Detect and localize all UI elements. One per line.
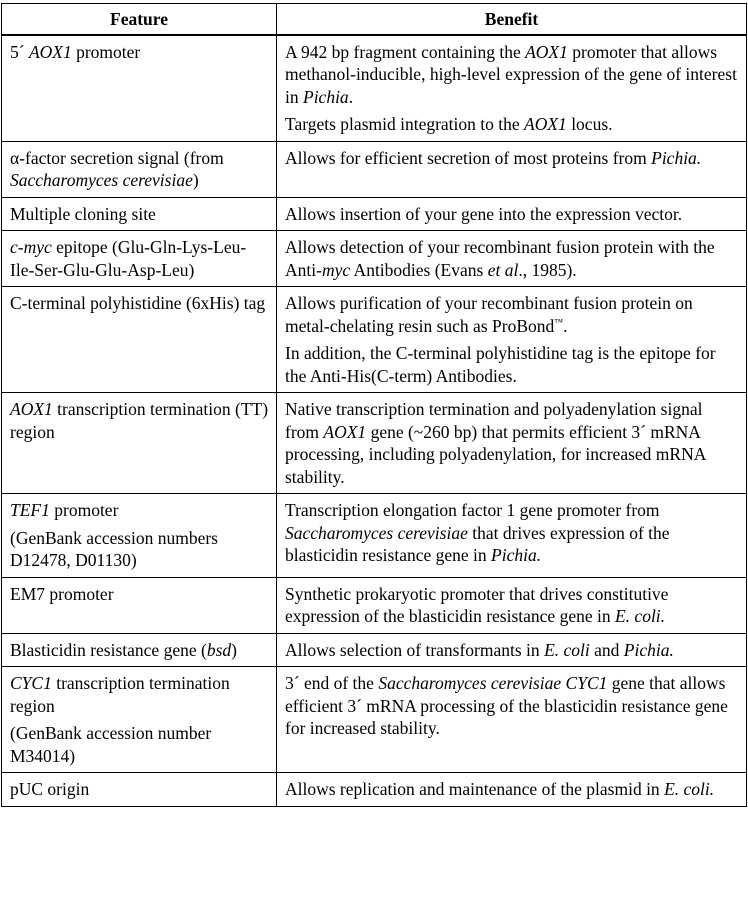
text-run: . xyxy=(563,315,568,336)
cell-paragraph xyxy=(10,203,269,226)
text-run: ) xyxy=(192,170,199,190)
cell-paragraph xyxy=(10,147,269,192)
text-run: A 942 bp fragment containing the xyxy=(285,41,526,62)
feature-cell xyxy=(2,577,277,633)
benefit-cell xyxy=(277,667,747,773)
text-run: locus. xyxy=(566,114,613,134)
cell-paragraph xyxy=(285,203,739,226)
benefit-cell xyxy=(277,35,747,142)
text-run: c-myc xyxy=(10,237,52,257)
text-run: that drives expression of the blasticidin resistance gene in xyxy=(285,522,670,565)
cell-paragraph xyxy=(285,672,739,740)
text-run: EM7 promoter xyxy=(10,583,114,604)
text-run: bsd xyxy=(206,639,232,660)
text-run: Pichia xyxy=(303,86,349,107)
text-run: promoter that allows methanol-inducible, high-level expression of the gene of interest in xyxy=(285,41,737,107)
text-run: ., 1985). xyxy=(518,259,577,280)
text-run: AOX1 xyxy=(524,114,567,134)
text-run: C-terminal polyhistidine (6xHis) tag xyxy=(10,293,266,313)
text-run: AOX1 xyxy=(525,41,568,62)
feature-cell xyxy=(2,667,277,773)
benefit-cell xyxy=(277,287,747,393)
cell-paragraph xyxy=(285,236,739,281)
cell-paragraph xyxy=(10,527,269,572)
text-run: . xyxy=(348,86,354,107)
feature-cell xyxy=(2,197,277,231)
cell-paragraph xyxy=(10,499,269,522)
table-body xyxy=(2,35,747,807)
text-run: Antibodies (Evans xyxy=(350,259,488,280)
cell-paragraph xyxy=(10,639,269,662)
text-run: Allows insertion of your gene into the expression vector. xyxy=(285,203,683,224)
cell-paragraph xyxy=(285,398,739,488)
text-run: transcription termination (TT) region xyxy=(10,399,269,442)
cell-paragraph xyxy=(285,342,739,387)
cell-paragraph xyxy=(285,292,739,337)
text-run: Allows for efficient secretion of most proteins from xyxy=(285,147,652,168)
text-run: (GenBank accession numbers D12478, D01130) xyxy=(10,527,218,570)
text-run: TEF1 xyxy=(10,500,50,520)
benefit-cell xyxy=(277,231,747,287)
table-row xyxy=(2,494,747,578)
cell-paragraph xyxy=(285,113,739,136)
cell-paragraph xyxy=(10,778,269,801)
text-run: Pichia. xyxy=(491,545,542,565)
text-run: (GenBank accession number M34014) xyxy=(10,723,212,766)
table-row xyxy=(2,393,747,494)
text-run: In addition, the C-terminal polyhistidine tag is the epitope for the Anti-His(C-term) Antibodies. xyxy=(285,343,716,386)
benefit-cell xyxy=(277,494,747,578)
cell-paragraph xyxy=(285,147,739,170)
cell-paragraph xyxy=(10,292,269,315)
text-run: transcription termination region xyxy=(10,673,230,716)
cell-paragraph xyxy=(10,41,269,64)
cell-paragraph xyxy=(10,236,269,281)
feature-benefit-table xyxy=(1,3,747,807)
text-run: ) xyxy=(231,639,237,660)
text-run: gene (~260 bp) that permits efficient 3´ mRNA processing, including polyadenylation, for increased mRNA stability. xyxy=(285,421,706,487)
text-run: promoter xyxy=(71,41,141,62)
text-run: E. coli xyxy=(544,639,590,660)
benefit-cell xyxy=(277,773,747,807)
feature-cell xyxy=(2,231,277,287)
text-run: Allows purification of your recombinant fusion protein on metal-chelating resin such as ProBond xyxy=(285,293,693,336)
text-run: Native transcription termination and polyadenylation signal from xyxy=(285,399,703,442)
table-row xyxy=(2,773,747,807)
text-run: Transcription elongation factor 1 gene promoter from xyxy=(285,500,660,520)
feature-cell xyxy=(2,494,277,578)
feature-cell xyxy=(2,633,277,667)
text-run: AOX1 xyxy=(10,399,53,419)
feature-cell xyxy=(2,393,277,494)
cell-paragraph xyxy=(285,583,739,628)
table-row xyxy=(2,141,747,197)
cell-paragraph xyxy=(10,722,269,767)
text-run: promoter xyxy=(49,500,119,520)
cell-paragraph xyxy=(285,778,739,801)
cell-paragraph xyxy=(285,41,739,109)
feature-cell xyxy=(2,141,277,197)
table-row xyxy=(2,197,747,231)
cell-paragraph xyxy=(285,639,739,662)
text-run: E. coli. xyxy=(664,779,715,799)
text-run: Allows replication and maintenance of the plasmid in xyxy=(285,779,665,799)
benefit-cell xyxy=(277,577,747,633)
text-run: Multiple cloning site xyxy=(10,203,156,224)
cell-paragraph xyxy=(10,672,269,717)
text-run: ™ xyxy=(554,316,564,327)
text-run: Saccharomyces cerevisiae xyxy=(285,522,468,543)
text-run: Pichia. xyxy=(651,147,702,168)
feature-cell xyxy=(2,35,277,142)
table-header-row xyxy=(2,4,747,35)
text-run: Targets plasmid integration to the xyxy=(285,114,525,134)
table-row xyxy=(2,231,747,287)
benefit-cell xyxy=(277,141,747,197)
feature-cell xyxy=(2,773,277,807)
cell-paragraph xyxy=(10,398,269,443)
text-run: AOX1 xyxy=(323,421,367,442)
text-run: 5´ xyxy=(10,41,29,62)
cell-paragraph xyxy=(10,583,269,606)
text-run: et al xyxy=(487,259,519,280)
benefit-column-header: Benefit xyxy=(277,4,747,35)
text-run: Saccharomyces cerevisiae CYC1 xyxy=(378,673,608,693)
feature-column-header: Feature xyxy=(2,4,277,35)
benefit-cell xyxy=(277,633,747,667)
table-row xyxy=(2,633,747,667)
text-run: Blasticidin resistance gene ( xyxy=(10,639,207,660)
feature-cell xyxy=(2,287,277,393)
text-run: myc xyxy=(321,259,351,280)
text-run: epitope (Glu-Gln-Lys-Leu-Ile-Ser-Glu-Glu-Asp-Leu) xyxy=(10,237,247,280)
table-row xyxy=(2,577,747,633)
text-run: pUC origin xyxy=(10,779,90,799)
table-row xyxy=(2,667,747,773)
text-run: Synthetic prokaryotic promoter that drives constitutive expression of the blasticidin resistance gene in xyxy=(285,583,669,626)
text-run: Allows selection of transformants in xyxy=(285,639,545,660)
text-run: and xyxy=(589,639,624,660)
table-row xyxy=(2,287,747,393)
text-run: α-factor secretion signal (from xyxy=(10,147,224,168)
text-run: gene that allows efficient 3´ mRNA processing of the blasticidin resistance gene for increased stability. xyxy=(285,673,728,738)
text-run: Allows detection of your recombinant fusion protein with the Anti- xyxy=(285,237,715,280)
text-run: Saccharomyces cerevisiae xyxy=(10,170,193,190)
benefit-cell xyxy=(277,393,747,494)
text-run: AOX1 xyxy=(28,41,72,62)
cell-paragraph xyxy=(285,499,739,567)
table-row xyxy=(2,35,747,142)
benefit-cell xyxy=(277,197,747,231)
text-run: CYC1 xyxy=(10,673,52,693)
text-run: 3´ end of the xyxy=(285,673,379,693)
text-run: Pichia. xyxy=(623,639,674,660)
text-run: E. coli. xyxy=(614,606,666,626)
